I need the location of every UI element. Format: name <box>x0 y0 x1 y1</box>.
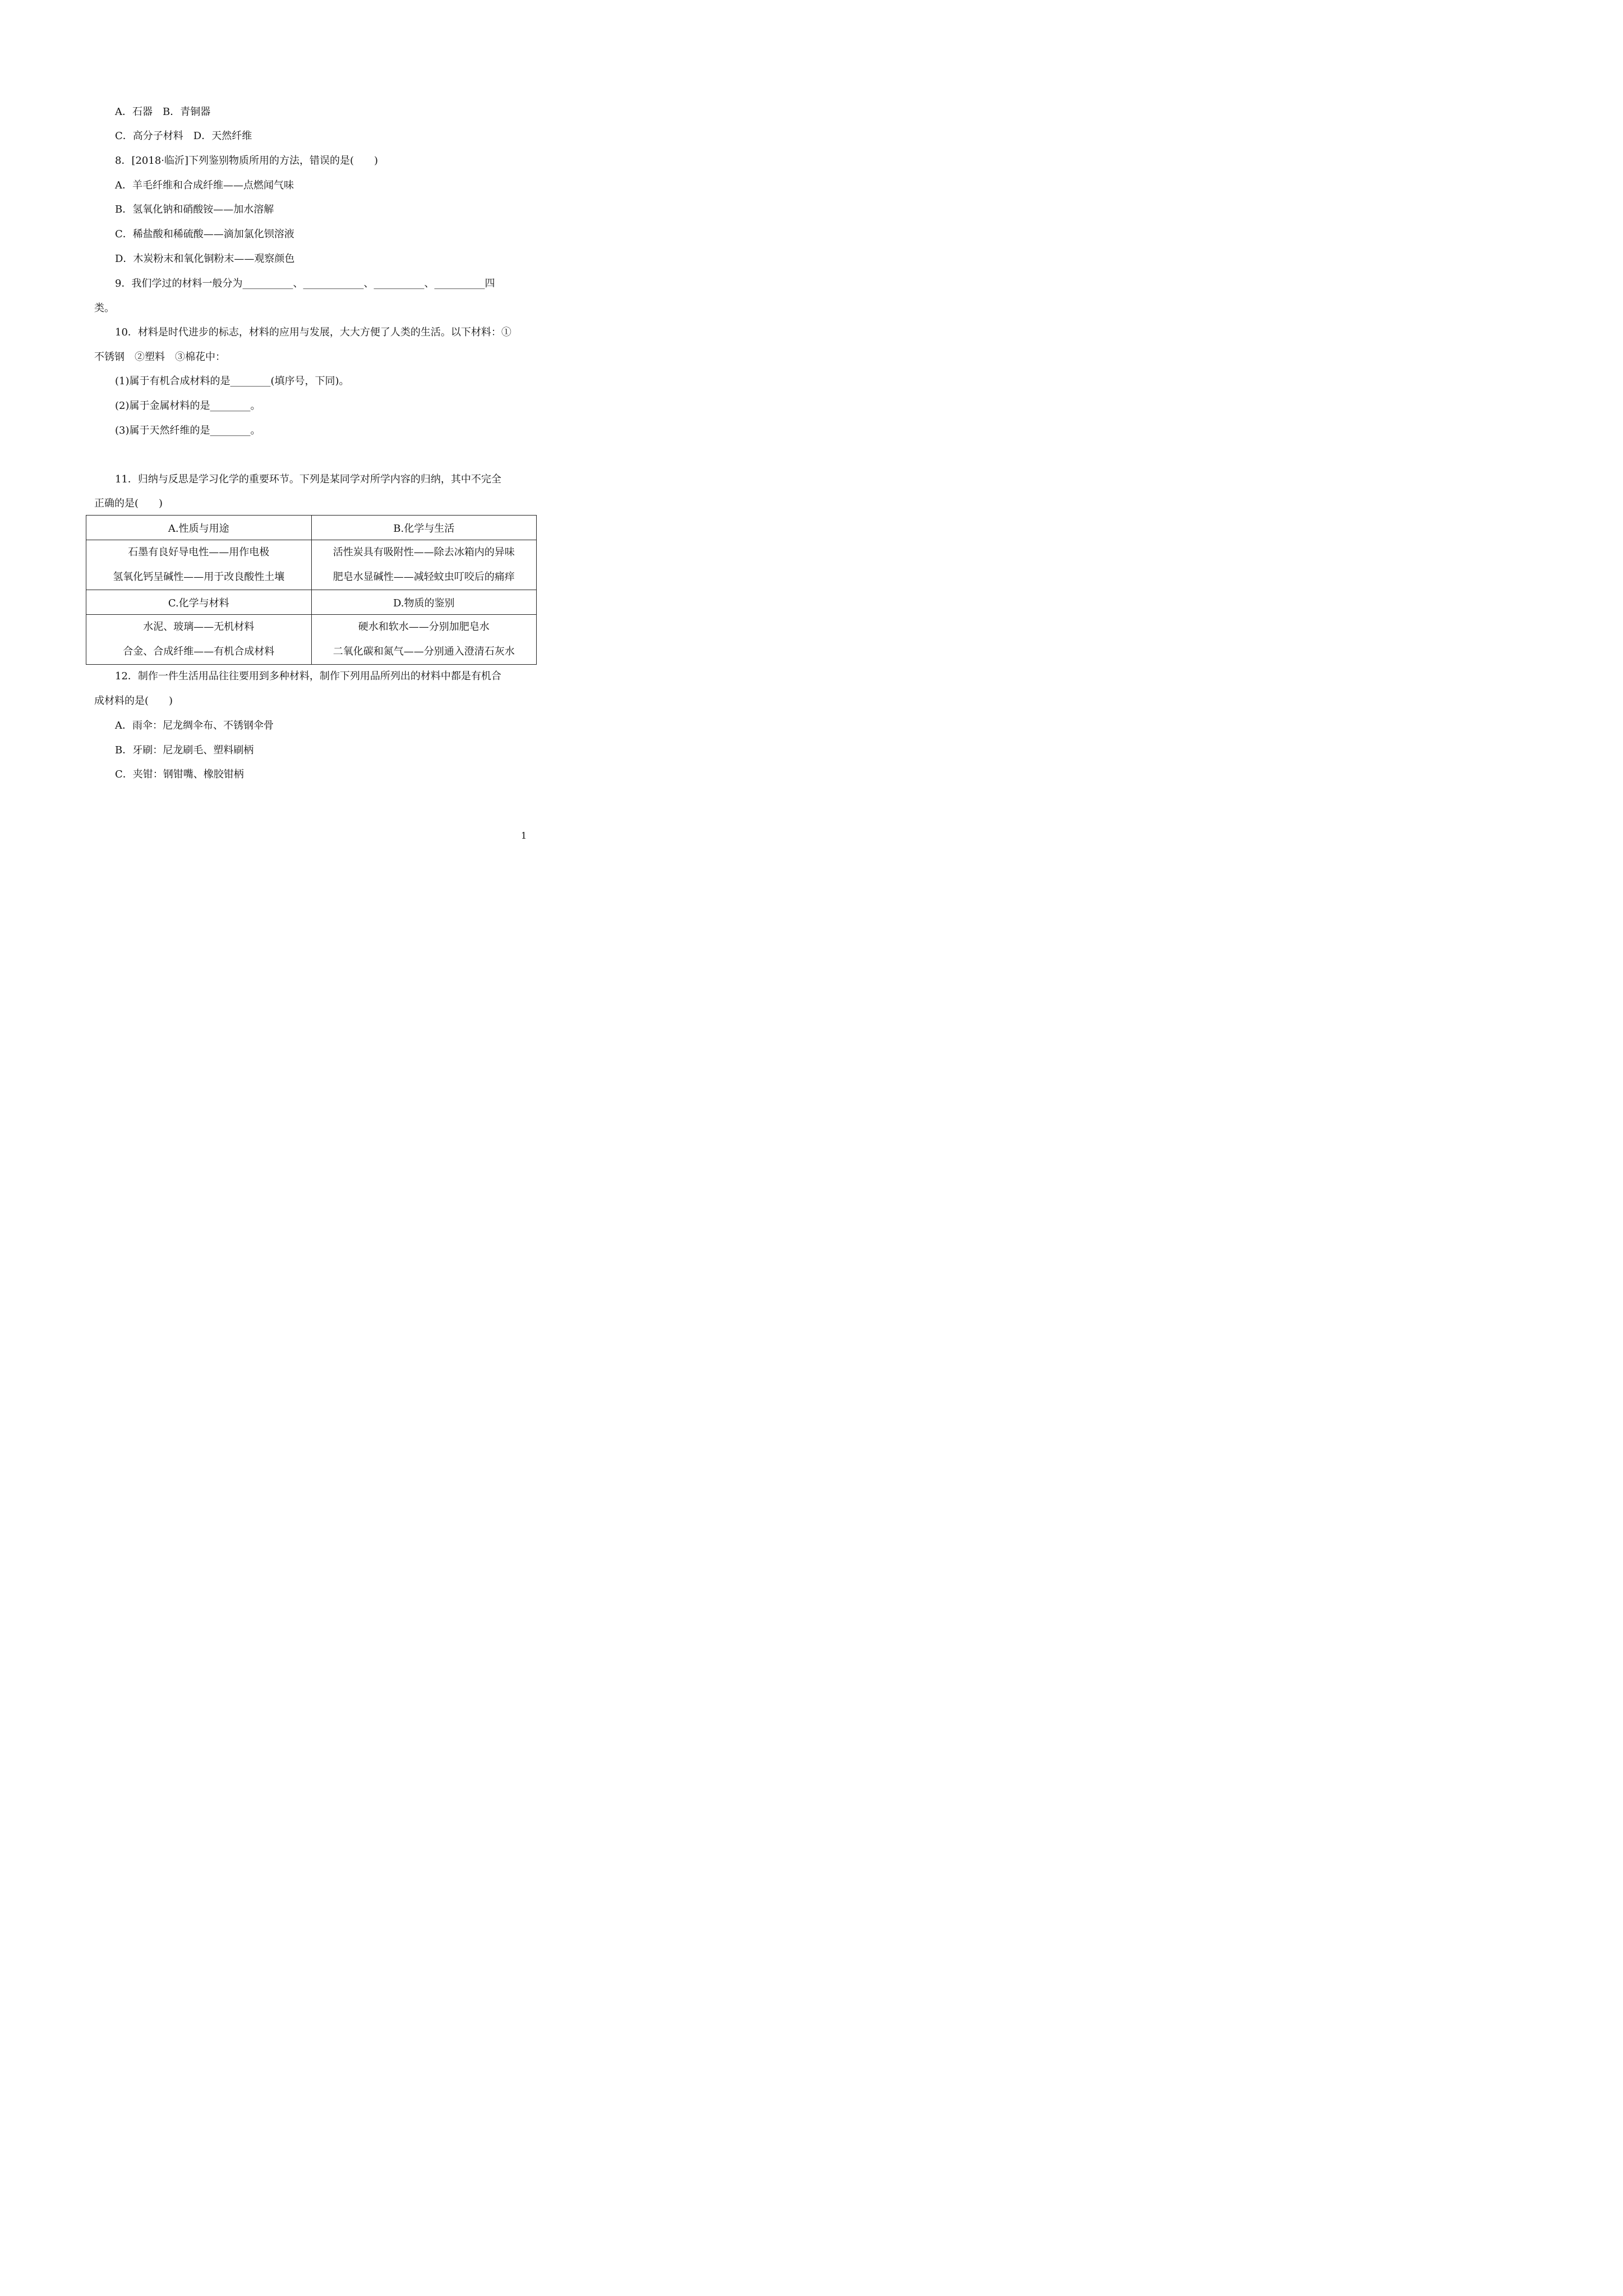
q12-option-c: C．夹钳：钢钳嘴、橡胶钳柄 <box>115 769 244 780</box>
q11-line2: 正确的是( ) <box>94 498 163 509</box>
table-head-a: A.性质与用途 <box>86 516 312 540</box>
q12-option-b: B．牙刷：尼龙刷毛、塑料刷柄 <box>115 744 254 756</box>
table-cell-a <box>86 540 312 590</box>
q10-line1: 10．材料是时代进步的标志，材料的应用与发展，大大方便了人类的生活。以下材料：① <box>115 326 511 338</box>
q8-option-d: D．木炭粉末和氧化铜粉末——观察颜色 <box>115 253 295 265</box>
q9-line2: 类。 <box>94 302 114 314</box>
table-c-line1: 水泥、玻璃——无机材料 <box>143 621 255 633</box>
q11-summary-table <box>86 515 537 665</box>
q8-option-a: A．羊毛纤维和合成纤维——点燃闻气味 <box>115 180 294 191</box>
table-head-c: C.化学与材料 <box>86 590 312 615</box>
q12-line1: 12．制作一件生活用品往往要用到多种材料，制作下列用品所列出的材料中都是有机合 <box>115 670 501 682</box>
q9-line1: 9．我们学过的材料一般分为__________、____________、__________、__________四 <box>115 278 495 289</box>
table-c-line2: 合金、合成纤维——有机合成材料 <box>123 646 275 657</box>
table-d-line1: 硬水和软水——分别加肥皂水 <box>358 621 490 633</box>
q7-option-cd: C．高分子材料 D．天然纤维 <box>115 130 252 142</box>
q8-option-b: B．氢氧化钠和硝酸铵——加水溶解 <box>115 204 274 215</box>
table-head-d: D.物质的鉴别 <box>311 590 537 615</box>
q10-sub3: (3)属于天然纤维的是________。 <box>115 425 261 436</box>
table-d-line2: 二氧化碳和氮气——分别通入澄清石灰水 <box>333 646 515 657</box>
q12-option-a: A．雨伞：尼龙绸伞布、不锈钢伞骨 <box>115 720 274 731</box>
table-b-line2: 肥皂水显碱性——减轻蚊虫叮咬后的痛痒 <box>333 571 515 583</box>
q10-sub2: (2)属于金属材料的是________。 <box>115 400 261 412</box>
q8-stem: 8．[2018·临沂]下列鉴别物质所用的方法，错误的是( ) <box>115 155 379 167</box>
q8-option-c: C．稀盐酸和稀硫酸——滴加氯化钡溶液 <box>115 228 294 240</box>
q11-line1: 11．归纳与反思是学习化学的重要环节。下列是某同学对所学内容的归纳，其中不完全 <box>115 473 501 485</box>
table-cell-d <box>311 615 537 665</box>
q7-option-ab: A．石器 B．青铜器 <box>115 106 211 118</box>
table-a-line2: 氢氧化钙呈碱性——用于改良酸性土壤 <box>113 571 285 583</box>
table-head-b: B.化学与生活 <box>311 516 537 540</box>
table-a-line1: 石墨有良好导电性——用作电极 <box>128 546 270 558</box>
table-cell-b <box>311 540 537 590</box>
table-cell-c <box>86 615 312 665</box>
table-b-line1: 活性炭具有吸附性——除去冰箱内的异味 <box>333 546 515 558</box>
page-number: 1 <box>521 830 527 841</box>
q10-sub1: (1)属于有机合成材料的是________(填序号，下同)。 <box>115 375 349 387</box>
q12-line2: 成材料的是( ) <box>94 695 173 707</box>
q10-line2: 不锈钢 ②塑料 ③棉花中： <box>94 351 225 363</box>
